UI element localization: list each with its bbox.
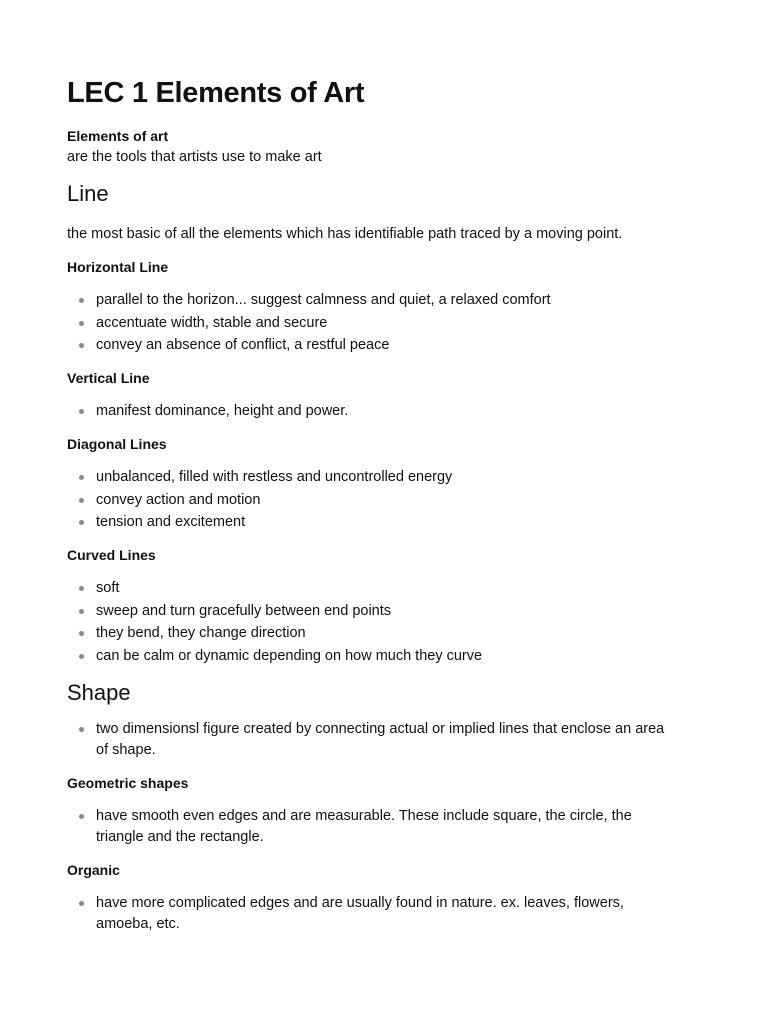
intro-definition: are the tools that artists use to make art (67, 149, 322, 165)
list-item: convey action and motion (96, 490, 672, 511)
vertical-line-list (67, 401, 672, 422)
subheading-curved-lines: Curved Lines (67, 547, 156, 563)
subheading-diagonal-lines: Diagonal Lines (67, 436, 167, 452)
subheading-organic: Organic (67, 861, 120, 878)
list-item: convey an absence of conflict, a restful peace (96, 335, 672, 356)
section-heading-shape: Shape (67, 679, 131, 705)
organic-list (67, 893, 672, 935)
list-item: manifest dominance, height and power. (96, 401, 672, 422)
diagonal-lines-list (67, 467, 672, 533)
subheading-vertical-line: Vertical Line (67, 370, 150, 386)
list-item: accentuate width, stable and secure (96, 313, 672, 334)
page-title: LEC 1 Elements of Art (67, 77, 365, 109)
list-item: have more complicated edges and are usually found in nature. ex. leaves, flowers, amoeba, etc. (96, 893, 672, 935)
geometric-shapes-list (67, 806, 672, 848)
list-item: unbalanced, filled with restless and uncontrolled energy (96, 467, 672, 488)
list-item: parallel to the horizon... suggest calmness and quiet, a relaxed comfort (96, 290, 672, 311)
curved-lines-list (67, 578, 672, 667)
list-item: they bend, they change direction (96, 623, 672, 644)
list-item: have smooth even edges and are measurable. These include square, the circle, the triangle and the rectangle. (96, 806, 672, 848)
list-item: sweep and turn gracefully between end points (96, 601, 672, 622)
horizontal-line-list (67, 290, 672, 356)
section-heading-line: Line (67, 181, 109, 206)
subheading-horizontal-line: Horizontal Line (67, 259, 169, 275)
list-item: soft (96, 578, 672, 599)
list-item: can be calm or dynamic depending on how much they curve (96, 646, 672, 667)
subheading-geometric-shapes: Geometric shapes (67, 774, 189, 791)
shape-list (67, 719, 672, 761)
line-description: the most basic of all the elements which has identifiable path traced by a moving point. (67, 226, 623, 242)
list-item: two dimensionsl figure created by connecting actual or implied lines that enclose an area of shape. (96, 719, 672, 761)
list-item: tension and excitement (96, 512, 672, 533)
intro-term: Elements of art (67, 128, 169, 144)
